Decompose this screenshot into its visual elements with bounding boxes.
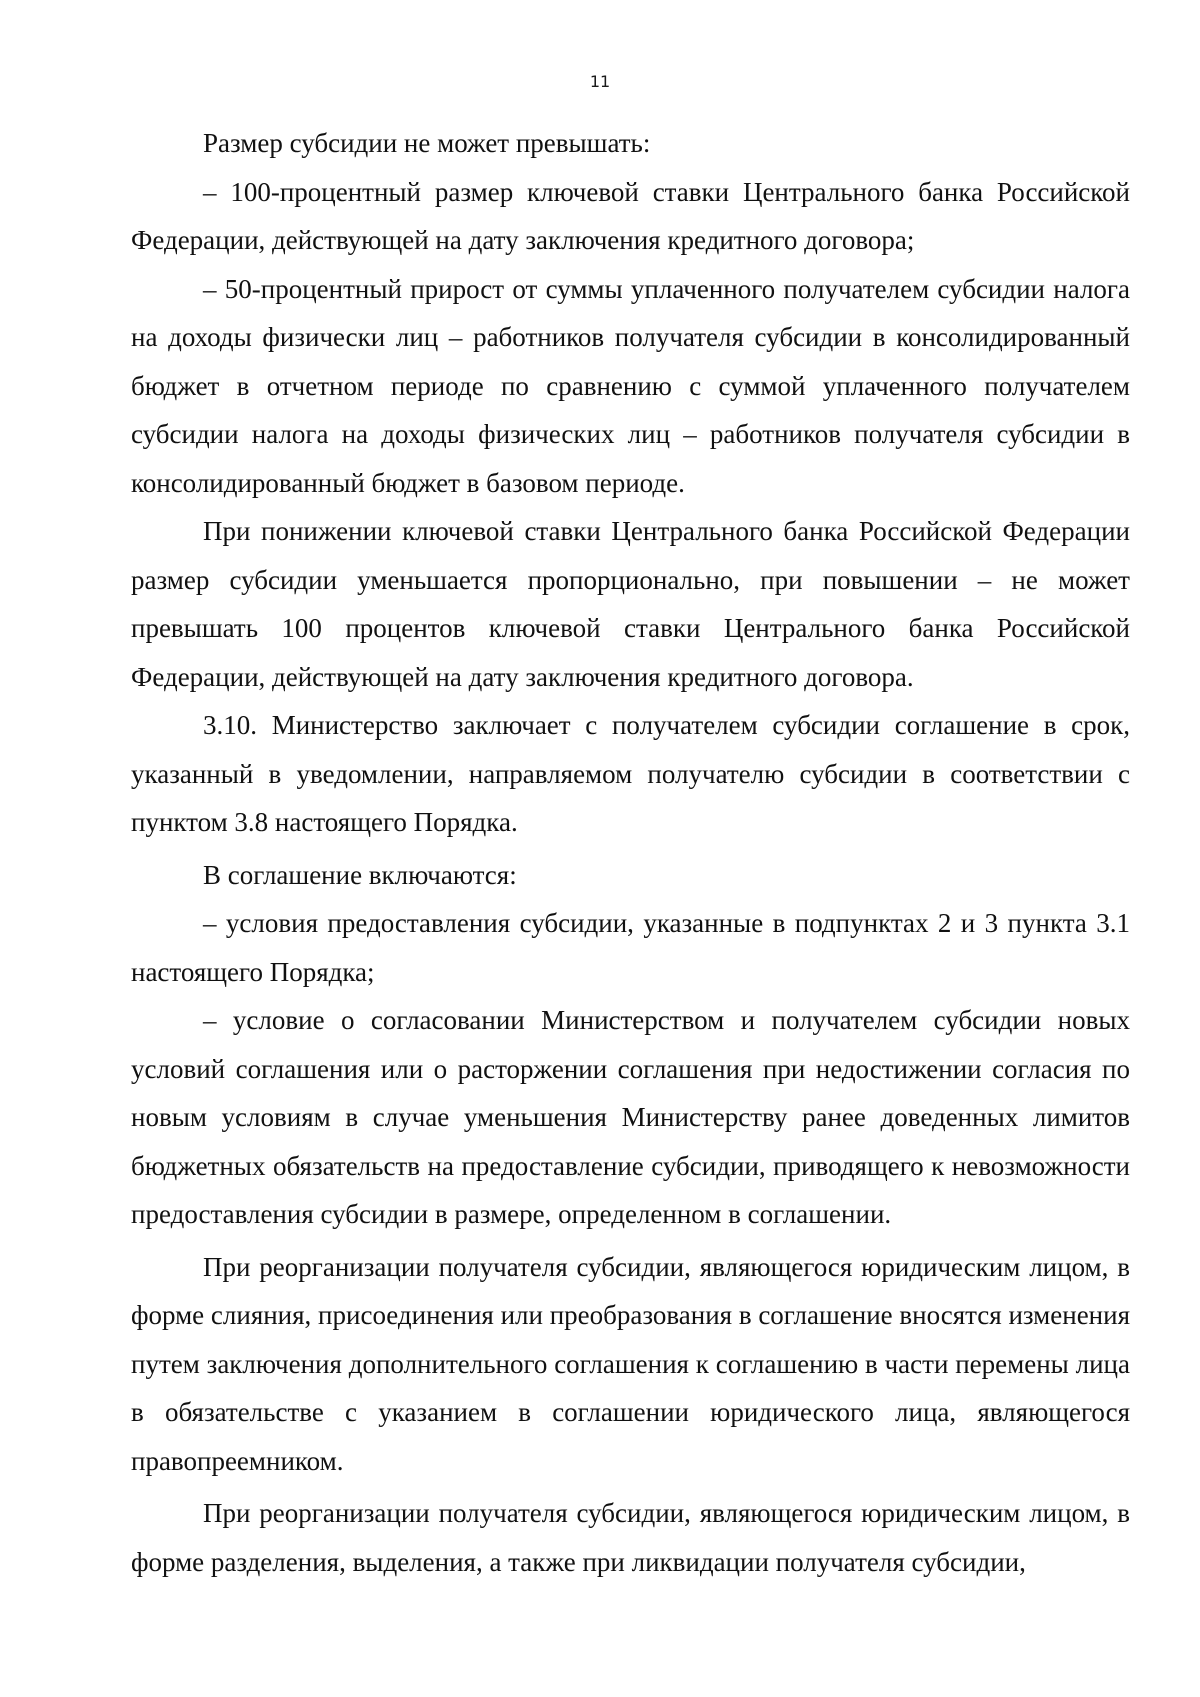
paragraph-reorganization-division: При реорганизации получателя субсидии, являющегося юридическим лицом, в форме разделения, выделения, а также при ликвидации получателя субсидии, bbox=[131, 1498, 1130, 1577]
paragraph-section-3-10: 3.10. Министерство заключает с получателем субсидии соглашение в срок, указанный в уведомлении, направляемом получателю субсидии в соответствии с пунктом 3.8 настоящего Порядка. bbox=[131, 710, 1130, 837]
paragraph-tax-growth-limit: – 50-процентный прирост от суммы уплаченного получателем субсидии налога на доходы физически лиц – работников получателя субсидии в консолидированный бюджет в отчетном периоде по сравнению с суммой уплаченного получателем субсидии налога на доходы физических лиц – работников получателя субсидии в консолидированный бюджет в базовом периоде. bbox=[131, 273, 1130, 498]
page-number: 11 bbox=[589, 72, 611, 91]
paragraph-subsidy-limit-intro: Размер субсидии не может превышать: bbox=[203, 128, 651, 158]
paragraph-key-rate-change: При понижении ключевой ставки Центрального банка Российской Федерации размер субсидии уменьшается пропорционально, при повышении – не может превышать 100 процентов ключевой ставки Центрального банка Российской Федерации, действующей на дату заключения кредитного договора. bbox=[131, 516, 1130, 692]
paragraph-reorganization-merger: При реорганизации получателя субсидии, являющегося юридическим лицом, в форме слияния, присоединения или преобразования в соглашение вносятся изменения путем заключения дополнительного соглашения к соглашению в части перемены лица в обязательстве с указанием в соглашении юридического лица, являющегося правопреемником. bbox=[131, 1251, 1130, 1476]
document-body bbox=[131, 119, 1130, 1586]
paragraph-key-rate-limit: – 100-процентный размер ключевой ставки Центрального банка Российской Федерации, действующей на дату заключения кредитного договора; bbox=[131, 176, 1130, 255]
paragraph-provision-conditions: – условия предоставления субсидии, указанные в подпунктах 2 и 3 пункта 3.1 настоящего Порядка; bbox=[131, 908, 1130, 987]
paragraph-agreement-includes: В соглашение включаются: bbox=[203, 859, 517, 890]
paragraph-agreement-condition: – условие о согласовании Министерством и получателем субсидии новых условий соглашения или о расторжении соглашения при недостижении согласия по новым условиям в случае уменьшения Министерству ранее доведенных лимитов бюджетных обязательств на предоставление субсидии, приводящего к невозможности предоставления субсидии в размере, определенном в соглашении. bbox=[131, 1005, 1130, 1229]
